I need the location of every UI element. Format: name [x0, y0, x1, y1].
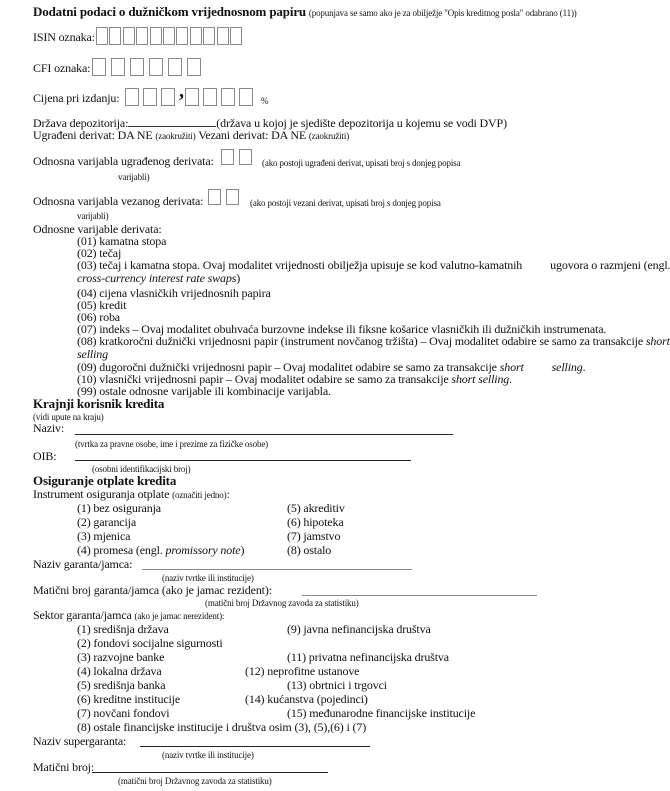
- variable-item-italic: short selling: [451, 372, 510, 386]
- variable-item-text: (03) tečaj i kamatna stopa. Ovaj modalitet vrijednosti obilježja upisuje se kod valutno-kamatnih: [77, 258, 523, 272]
- circle-note: (zaokružiti): [155, 131, 196, 141]
- isin-boxes-cell[interactable]: [190, 27, 202, 45]
- variable-item-tail: ): [236, 271, 241, 285]
- oib-label: OIB:: [33, 449, 57, 463]
- depository-label: Država depozitorija:: [33, 116, 129, 130]
- cfi-boxes-cell[interactable]: [111, 58, 125, 76]
- instrument-label: Instrument osiguranja otplate: [33, 487, 170, 501]
- option-italic: promissory note: [165, 543, 241, 557]
- price-label: Cijena pri izdanju:: [33, 91, 120, 105]
- variable-item-cont: [77, 272, 240, 285]
- sector-option[interactable]: (9) javna nefinancijska društva: [287, 622, 431, 636]
- sector-label-row: [33, 609, 224, 623]
- sector-option[interactable]: (12) neprofitne ustanove: [245, 664, 360, 678]
- id-label: Matični broj:: [33, 760, 95, 774]
- isin-label: ISIN oznaka:: [33, 30, 95, 44]
- variable-item: (02) tečaj: [77, 246, 122, 260]
- sector-option[interactable]: (8) ostale financijske institucije i društva osim (3), (5),(6) i (7): [77, 720, 367, 734]
- cfi-boxes-cell[interactable]: [149, 58, 163, 76]
- end-user-heading: Krajnji korisnik kredita: [33, 396, 165, 411]
- superguarantor-input[interactable]: [140, 746, 370, 747]
- end-user-name-caption: (tvrtka za pravne osobe, ime i prezime za fizičke osobe): [75, 439, 269, 449]
- isin-boxes-cell[interactable]: [203, 27, 215, 45]
- sector-label: Sektor garanta/jamca: [33, 608, 132, 622]
- isin-boxes-cell[interactable]: [136, 27, 148, 45]
- section-header: [33, 5, 577, 20]
- embedded-var-note: (ako postoji ugrađeni derivat, upisati broj s donjeg popisa: [262, 158, 461, 168]
- variable-item-text: ugovora o razmjeni (engl.: [550, 258, 670, 272]
- superguarantor-caption: (naziv tvrtke ili institucije): [162, 750, 254, 760]
- isin-boxes-cell[interactable]: [230, 27, 242, 45]
- cfi-boxes-cell[interactable]: [187, 58, 201, 76]
- variable-item: (05) kredit: [77, 298, 127, 312]
- variable-item-italic: cross-currency interest rate swaps: [77, 271, 237, 285]
- guarantor-caption: (naziv tvrtke ili institucije): [162, 573, 254, 583]
- isin-boxes-cell[interactable]: [217, 27, 229, 45]
- sector-option[interactable]: (1) središnja država: [77, 622, 169, 636]
- isin-boxes-cell[interactable]: [163, 27, 175, 45]
- variables-heading: Odnosne varijable derivata:: [33, 222, 162, 236]
- variable-item-text: (09) dugoročni dužnički vrijednosni papir – Ovaj modalitet odabire se samo za transakcije: [77, 360, 497, 374]
- collateral-heading: Osiguranje otplate kredita: [33, 473, 177, 488]
- section-note: (popunjava se samo ako je za obilježje "Opis kreditnog posla" odabrano (11)): [308, 8, 577, 18]
- price-int-cell[interactable]: [143, 88, 157, 106]
- oib-caption: (osobni identifikacijski broj): [92, 464, 191, 474]
- instrument-colon: :: [226, 487, 230, 501]
- price-dec-cell[interactable]: [185, 88, 199, 106]
- variable-item-tail: .: [582, 360, 586, 374]
- variable-item-text: (08) kratkoročni dužnički vrijednosni papir (instrument novčanog tržišta) – Ovaj modalitet odabire se samo za transakcije: [77, 334, 644, 348]
- variable-item: (04) cijena vlasničkih vrijednosnih papira: [77, 286, 271, 300]
- linked-var-box-1[interactable]: [208, 189, 221, 205]
- end-user-name-input[interactable]: [75, 434, 453, 435]
- guarantor-label: Naziv garanta/jamca:: [33, 557, 133, 571]
- sector-option[interactable]: (15) međunarodne financijske institucije: [287, 706, 476, 720]
- id-input[interactable]: [92, 772, 328, 773]
- guarantor-input[interactable]: [142, 569, 412, 570]
- end-user-subnote: (vidi upute na kraju): [33, 412, 104, 422]
- sector-option[interactable]: (6) kreditne institucije: [77, 692, 181, 706]
- sector-option[interactable]: (4) lokalna država: [77, 664, 162, 678]
- isin-boxes-cell[interactable]: [109, 27, 121, 45]
- isin-boxes-cell[interactable]: [123, 27, 135, 45]
- variable-item-italic: short: [645, 334, 670, 348]
- instrument-note: (označiti jedno): [172, 490, 227, 500]
- cfi-boxes-cell[interactable]: [168, 58, 182, 76]
- price-dec-cell[interactable]: [221, 88, 235, 106]
- guarantor-id-caption: (matični broj Državnog zavoda za statistiku): [205, 598, 359, 608]
- sector-option[interactable]: (11) privatna nefinancijska društva: [287, 650, 449, 664]
- isin-boxes-cell[interactable]: [176, 27, 188, 45]
- sector-option[interactable]: (13) obrtnici i trgovci: [287, 678, 387, 692]
- isin-boxes-cell[interactable]: [150, 27, 162, 45]
- percent-sign: %: [261, 96, 269, 106]
- sector-option[interactable]: (7) novčani fondovi: [77, 706, 170, 720]
- instrument-option-8[interactable]: (8) ostalo: [287, 543, 332, 557]
- variable-item: [77, 335, 670, 348]
- cfi-label: CFI oznaka:: [33, 61, 91, 75]
- sector-option[interactable]: (14) kućanstva (pojedinci): [245, 692, 368, 706]
- embedded-var-box-1[interactable]: [221, 149, 234, 165]
- superguarantor-label: Naziv supergaranta:: [33, 734, 127, 748]
- instrument-option-7[interactable]: (7) jamstvo: [287, 529, 341, 543]
- embedded-var-note-2: varijabli): [118, 172, 150, 182]
- instrument-option-4[interactable]: [77, 544, 244, 557]
- derivative-row: [33, 129, 349, 143]
- linked-var-note: (ako postoji vezani derivat, upisati broj s donjeg popisa: [250, 198, 441, 208]
- id-caption: (matični broj Državnog zavoda za statistiku): [118, 776, 272, 786]
- end-user-name-label: Naziv:: [33, 421, 65, 435]
- embedded-derivative-choice[interactable]: Ugrađeni derivat: DA NE: [33, 128, 153, 142]
- linked-derivative-choice[interactable]: Vezani derivat: DA NE: [198, 128, 307, 142]
- linked-var-note-2: varijabli): [77, 211, 109, 221]
- price-dec-cell[interactable]: [203, 88, 217, 106]
- price-int-cell[interactable]: [161, 88, 175, 106]
- guarantor-id-label: Matični broj garanta/jamca (ako je jamac rezident):: [33, 583, 272, 597]
- sector-option[interactable]: (3) razvojne banke: [77, 650, 165, 664]
- oib-input[interactable]: [75, 460, 411, 461]
- price-int-cell[interactable]: [125, 88, 139, 106]
- linked-var-label: Odnosna varijabla vezanog derivata:: [33, 194, 204, 208]
- variable-item-tail: .: [509, 372, 513, 386]
- cfi-boxes-cell[interactable]: [130, 58, 144, 76]
- isin-boxes-cell[interactable]: [96, 27, 108, 45]
- price-comma: ,: [179, 80, 184, 102]
- embedded-var-box-2[interactable]: [239, 149, 252, 165]
- variable-item-italic: short: [499, 360, 524, 374]
- guarantor-id-input[interactable]: [302, 595, 537, 596]
- circle-note: (zaokružiti): [308, 131, 350, 141]
- option-tail: ): [240, 543, 245, 557]
- option-text: (4) promesa (engl.: [77, 543, 163, 557]
- cfi-boxes-cell[interactable]: [92, 58, 106, 76]
- embedded-var-label: Odnosna varijabla ugrađenog derivata:: [33, 154, 214, 168]
- instrument-option-3[interactable]: (3) mjenica: [77, 529, 131, 543]
- variable-item: (99) ostale odnosne varijable ili kombinacije varijabla.: [77, 384, 331, 398]
- variable-item: (06) roba: [77, 310, 120, 324]
- instrument-option-2[interactable]: (2) garancija: [77, 515, 137, 529]
- instrument-option-5[interactable]: (5) akreditiv: [287, 501, 345, 515]
- instrument-option-6[interactable]: (6) hipoteka: [287, 515, 344, 529]
- sector-option[interactable]: (5) središnja banka: [77, 678, 166, 692]
- variable-item-italic: selling: [551, 360, 583, 374]
- depository-note: (država u kojoj je sjedište depozitorija u kojemu se vodi DVP): [216, 116, 507, 130]
- variable-item-cont: selling: [77, 347, 108, 361]
- sector-note: (ako je jamac nerezident):: [134, 611, 225, 621]
- variable-item: (01) kamatna stopa: [77, 234, 167, 248]
- price-dec-cell[interactable]: [239, 88, 253, 106]
- variable-item-text: (10) vlasnički vrijednosni papir – Ovaj modalitet odabire se samo za transakcije: [77, 372, 449, 386]
- instrument-option-1[interactable]: (1) bez osiguranja: [77, 501, 161, 515]
- instrument-label-row: [33, 488, 230, 502]
- variable-item: (07) indeks – Ovaj modalitet obuhvaća burzovne indekse ili fiksne košarice vlasničkih ili dužničkih instrumenata.: [77, 322, 607, 336]
- depository-input[interactable]: [128, 116, 216, 127]
- sector-option[interactable]: (2) fondovi socijalne sigurnosti: [77, 636, 223, 650]
- section-title: Dodatni podaci o dužničkom vrijednosnom papiru: [33, 4, 307, 19]
- linked-var-box-2[interactable]: [226, 189, 239, 205]
